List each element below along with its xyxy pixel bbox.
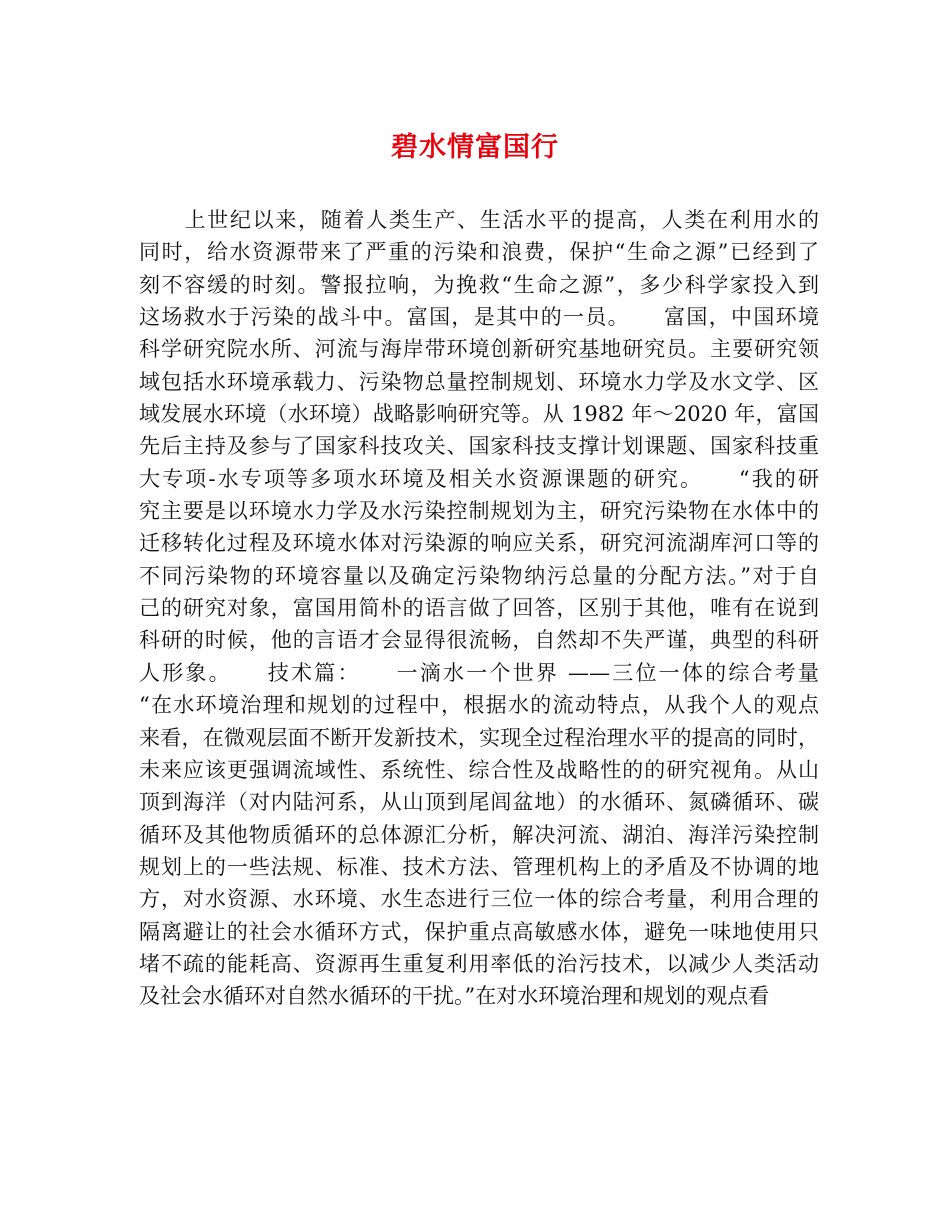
text-line: 先后主持及参与了国家科技攻关、国家科技支撑计划课题、国家科技重 [139, 434, 819, 459]
text-line: 堵不疏的能耗高、资源再生重复利用率低的治污技术，以减少人类活动 [139, 951, 819, 976]
text-line: 不同污染物的环境容量以及确定污染物纳污总量的分配方法。”对于自 [139, 563, 819, 588]
text-line: 隔离避让的社会水循环方式，保护重点高敏感水体，避免一味地使用只 [139, 919, 819, 944]
text-line: 域包括水环境承载力、污染物总量控制规划、环境水力学及水文学、区 [139, 369, 819, 394]
text-line: 同时，给水资源带来了严重的污染和浪费，保护“生命之源”已经到了 [139, 240, 819, 265]
text-line: 人形象。 技术篇： 一滴水一个世界 ——三位一体的综合考量 [139, 660, 819, 685]
text-line: 顶到海洋（对内陆河系，从山顶到尾闾盆地）的水循环、氮磷循环、碳 [139, 790, 819, 815]
text-line: 这场救水于污染的战斗中。富国，是其中的一员。 富国，中国环境 [139, 305, 819, 330]
text-line: 循环及其他物质循环的总体源汇分析，解决河流、湖泊、海洋污染控制 [139, 822, 819, 847]
text-line: 来看，在微观层面不断开发新技术，实现全过程治理水平的提高的同时， [139, 725, 819, 750]
text-line: 科学研究院水所、河流与海岸带环境创新研究基地研究员。主要研究领 [139, 337, 819, 362]
text-line: “在水环境治理和规划的过程中，根据水的流动特点，从我个人的观点 [139, 693, 819, 718]
text-line: 上世纪以来，随着人类生产、生活水平的提高，人类在利用水的 [139, 208, 819, 232]
text-line: 刻不容缓的时刻。警报拉响，为挽救“生命之源”，多少科学家投入到 [139, 272, 819, 297]
text-line: 规划上的一些法规、标准、技术方法、管理机构上的矛盾及不协调的地 [139, 854, 819, 879]
text-line: 究主要是以环境水力学及水污染控制规划为主，研究污染物在水体中的 [139, 499, 819, 524]
text-line: 科研的时候，他的言语才会显得很流畅，自然却不失严谨，典型的科研 [139, 628, 819, 653]
text-line: 域发展水环境（水环境）战略影响研究等。从 1982 年～2020 年，富国 [139, 402, 819, 427]
text-line: 未来应该更强调流域性、系统性、综合性及战略性的的研究视角。从山 [139, 757, 819, 782]
document-title: 碧水情富国行 [391, 132, 559, 163]
text-line: 方，对水资源、水环境、水生态进行三位一体的综合考量，利用合理的 [139, 887, 819, 912]
text-line: 大专项-水专项等多项水环境及相关水资源课题的研究。 “我的研 [139, 466, 819, 491]
article-body [139, 204, 819, 1013]
text-line: 及社会水循环对自然水循环的干扰。”在对水环境治理和规划的观点看 [139, 984, 770, 1009]
text-line: 己的研究对象，富国用简朴的语言做了回答，区别于其他，唯有在说到 [139, 596, 819, 621]
text-line: 迁移转化过程及环境水体对污染源的响应关系，研究河流湖库河口等的 [139, 531, 819, 556]
